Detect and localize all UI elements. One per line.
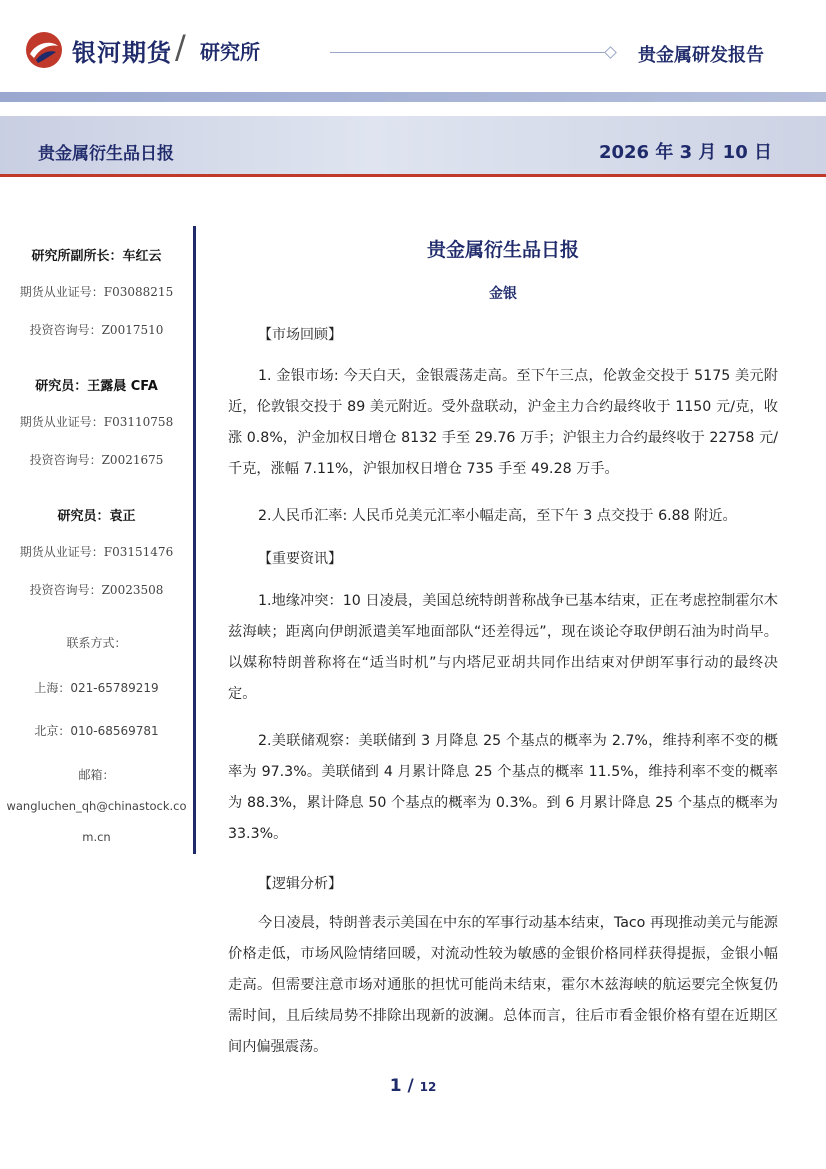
paragraph-news-geopolitics: 1.地缘冲突：10 日凌晨，美国总统特朗普称战争已基本结束，正在考虑控制霍尔木兹海峡；距离向伊朗派遣美军地面部队“还差得远”，现在谈论夺取伊朗石油为时尚早。以媒称特朗普称将在“适当时机”与内塔尼亚胡共同作出结束对伊朗军事行动的最终决定。 xyxy=(228,593,778,702)
report-title: 贵金属衍生品日报 xyxy=(426,239,579,261)
section-key-news: 【重要资讯】 xyxy=(258,551,342,567)
researcher-2-futures-license: 期货从业证号：F03151476 xyxy=(19,545,174,559)
header-divider xyxy=(330,52,610,53)
researcher-1-futures-license: 期货从业证号：F03110758 xyxy=(19,415,174,429)
company-logo-icon xyxy=(24,30,64,70)
deputy-director-invest-license: 投资咨询号：Z0017510 xyxy=(29,323,164,337)
sidebar-divider xyxy=(193,226,196,854)
deputy-director: 研究所副所长：车红云 xyxy=(31,249,162,264)
email-address-line1[interactable]: wangluchen_qh@chinastock.co xyxy=(6,799,187,813)
researcher-1-invest-license: 投资咨询号：Z0021675 xyxy=(29,453,164,467)
brand-separator: / xyxy=(175,28,186,66)
band-title: 贵金属衍生品日报 xyxy=(38,144,174,164)
report-date: 2026 年 3 月 10 日 xyxy=(598,142,772,163)
brand-department: 研究所 xyxy=(200,40,260,64)
paragraph-market-fx: 2.人民币汇率: 人民币兑美元汇率小幅走高，至下午 3 点交投于 6.88 附近。 xyxy=(258,508,737,524)
header-stripe xyxy=(0,92,826,102)
paragraph-logic: 今日凌晨，特朗普表示美国在中东的军事行动基本结束，Taco 再现推动美元与能源价格走低，市场风险情绪回暖，对流动性较为敏感的金银价格同样获得提振，金银小幅走高。但需要注意市场对通胀的担忧可能尚未结束，霍尔木兹海峡的航运要完全恢复仍需时间，且后续局势不排除出现新的波澜。总体而言，往后市看金银价格有望在近期区间内偏强震荡。 xyxy=(228,915,778,1055)
page-number xyxy=(0,1076,826,1096)
shanghai-phone: 上海：021-65789219 xyxy=(34,681,159,695)
brand-name: 银河期货 xyxy=(72,39,172,67)
report-subtitle: 金银 xyxy=(489,286,517,302)
report-type: 贵金属研发报告 xyxy=(638,45,764,66)
paragraph-news-fed: 2.美联储观察：美联储到 3 月降息 25 个基点的概率为 2.7%，维持利率不变的概率为 97.3%。美联储到 4 月累计降息 25 个基点的概率 11.5%，维持利率不变的概率为 88.3%，累计降息 50 个基点的概率为 0.3%。到 6 月累计降息 25 个基点的概率为 33.3%。 xyxy=(228,733,778,842)
total-pages: 12 xyxy=(419,1080,437,1094)
page-separator: / xyxy=(407,1076,414,1096)
deputy-director-futures-license: 期货从业证号：F03088215 xyxy=(19,285,174,299)
researcher-2-invest-license: 投资咨询号：Z0023508 xyxy=(29,583,164,597)
researcher-1: 研究员：王露晨 CFA xyxy=(35,379,158,394)
title-band-underline xyxy=(0,174,826,177)
email-label: 邮箱： xyxy=(78,768,115,782)
section-market-review: 【市场回顾】 xyxy=(258,327,342,343)
beijing-phone: 北京：010-68569781 xyxy=(34,724,159,738)
current-page: 1 xyxy=(389,1076,402,1096)
email-address-line2[interactable]: m.cn xyxy=(82,830,111,844)
contact-label: 联系方式： xyxy=(66,636,127,650)
paragraph-market-metals: 1. 金银市场: 今天白天，金银震荡走高。至下午三点，伦敦金交投于 5175 美元附近，伦敦银交投于 89 美元附近。受外盘联动，沪金主力合约最终收于 1150 元/克，收涨 0.8%，沪金加权日增仓 8132 手至 29.76 万手；沪银主力合约最终收于 22758 元/千克，涨幅 7.11%，沪银加权日增仓 735 手至 49.28 万手。 xyxy=(228,368,778,477)
researcher-2: 研究员：袁正 xyxy=(57,509,136,524)
section-logic-analysis: 【逻辑分析】 xyxy=(258,876,342,892)
diamond-icon xyxy=(604,46,617,59)
